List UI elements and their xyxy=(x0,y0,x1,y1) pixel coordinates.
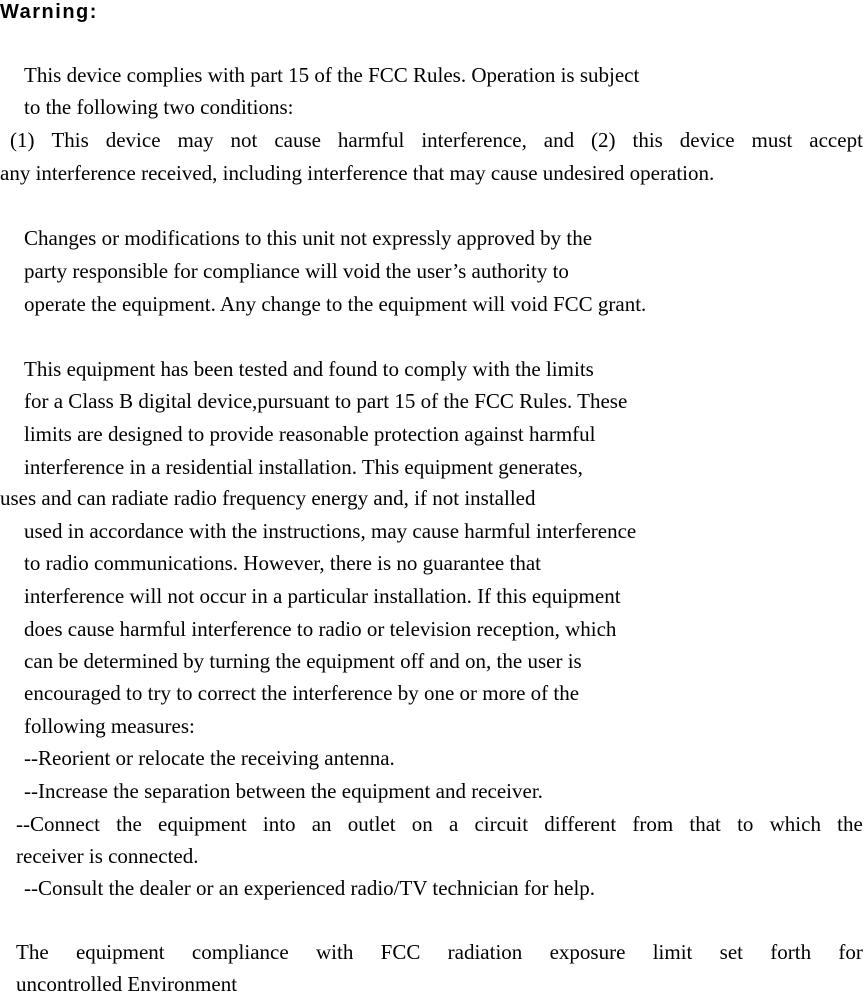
text-line: can be determined by turning the equipment off and on, the user is xyxy=(24,649,582,673)
text-line: The equipment compliance with FCC radiation exposure limit set forth for xyxy=(16,940,863,964)
text-line: interference will not occur in a particular installation. If this equipment xyxy=(24,584,621,608)
text-line: --Consult the dealer or an experienced radio/TV technician for help. xyxy=(24,876,596,900)
text-line: to radio communications. However, there is no guarantee that xyxy=(24,551,541,575)
text-line: any interference received, including interference that may cause undesired operation. xyxy=(0,161,715,185)
text-line: This equipment has been tested and found to comply with the limits xyxy=(24,357,594,381)
text-line: This device complies with part 15 of the FCC Rules. Operation is subject xyxy=(24,63,640,87)
text-line: uncontrolled Environment xyxy=(16,972,238,996)
warning-heading: Warning: xyxy=(0,1,98,23)
text-line: (1) This device may not cause harmful interference, and (2) this device must accept xyxy=(10,128,863,152)
text-line: used in accordance with the instructions, may cause harmful interference xyxy=(24,519,637,543)
text-line: --Connect the equipment into an outlet on a circuit different from that to which the xyxy=(16,812,863,836)
text-line: uses and can radiate radio frequency energy and, if not installed xyxy=(0,486,536,510)
text-line: Changes or modifications to this unit not expressly approved by the xyxy=(24,226,593,250)
text-line: following measures: xyxy=(24,714,195,738)
text-line: does cause harmful interference to radio or television reception, which xyxy=(24,617,617,641)
text-line: limits are designed to provide reasonable protection against harmful xyxy=(24,422,596,446)
text-line: to the following two conditions: xyxy=(24,95,294,119)
text-line: operate the equipment. Any change to the equipment will void FCC grant. xyxy=(24,292,647,316)
text-line: interference in a residential installation. This equipment generates, xyxy=(24,455,583,479)
text-line: --Reorient or relocate the receiving antenna. xyxy=(24,746,395,770)
text-line: --Increase the separation between the equipment and receiver. xyxy=(24,779,543,803)
text-line: encouraged to try to correct the interference by one or more of the xyxy=(24,681,580,705)
text-line: receiver is connected. xyxy=(16,844,199,868)
text-line: for a Class B digital device,pursuant to part 15 of the FCC Rules. These xyxy=(24,389,628,413)
text-line: party responsible for compliance will void the user’s authority to xyxy=(24,259,569,283)
